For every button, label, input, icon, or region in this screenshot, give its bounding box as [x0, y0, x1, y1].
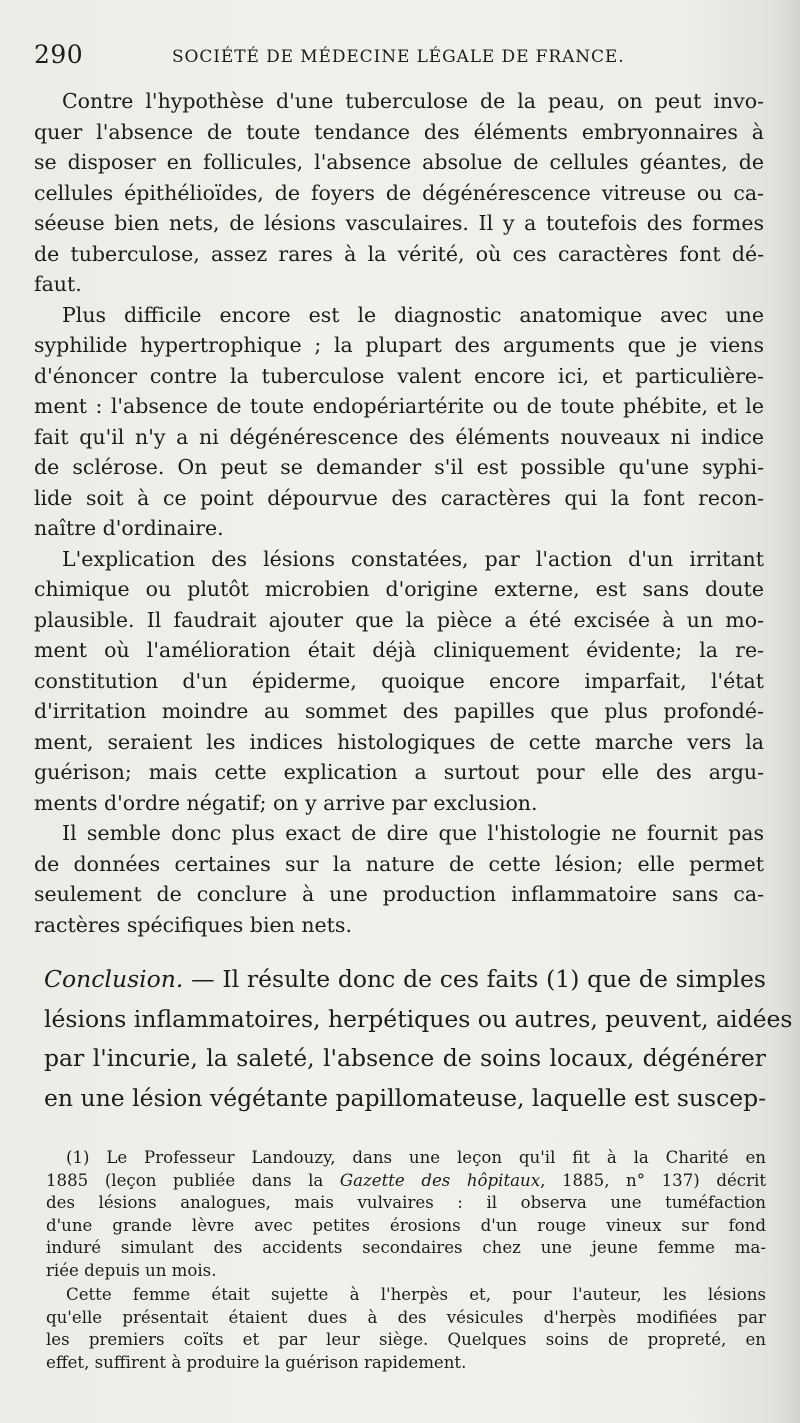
text-line: naître d'ordinaire.	[34, 516, 224, 540]
footnote-paragraph-2	[46, 1284, 766, 1374]
paragraph-explication	[34, 544, 764, 819]
text-line: ractères spécifiques bien nets.	[34, 912, 352, 937]
paragraph-histologie	[34, 818, 764, 940]
footnote-line: des lésions analogues, mais vulvaires : il observa une tuméfaction	[46, 1193, 766, 1212]
text-line: constitution d'un épiderme, quoique encore imparfait, l'état	[34, 668, 764, 693]
body-text	[34, 86, 764, 940]
paragraph-tuberculose	[34, 86, 764, 300]
footnote-text: , 1885, n° 137) décrit	[540, 1170, 767, 1190]
conclusion-paragraph	[44, 960, 793, 1118]
text-line: de données certaines sur la nature de cette lésion; elle permet	[34, 851, 764, 876]
text-line: par l'incurie, la saleté, l'absence de soins locaux, dégénérer	[44, 1044, 766, 1072]
text-line: guérison; mais cette explication a surtout pour elle des argu-	[34, 760, 764, 784]
footnote-paragraph-1	[46, 1147, 766, 1282]
text-line: plausible. Il faudrait ajouter que la pièce a été excisée à un mo-	[34, 607, 764, 632]
text-line: cellules épithélioïdes, de foyers de dégénérescence vitreuse ou ca-	[34, 180, 764, 205]
conclusion-text: — Il résulte donc de ces faits (1) que de simples	[183, 965, 766, 993]
text-line: d'énoncer contre la tuberculose valent encore ici, et particulière-	[34, 363, 764, 388]
text-line: chimique ou plutôt microbien d'origine externe, est sans doute	[34, 577, 764, 601]
page-header	[34, 40, 774, 80]
text-line: seulement de conclure à une production inflammatoire sans ca-	[34, 882, 764, 906]
text-line: fait qu'il n'y a ni dégénérescence des éléments nouveaux ni indice	[34, 424, 764, 449]
text-line: en une lésion végétante papillomateuse, laquelle est suscep-	[44, 1083, 767, 1112]
journal-title: Gazette des hôpitaux	[339, 1170, 541, 1190]
text-line: se disposer en follicules, l'absence absolue de cellules géantes, de	[34, 150, 764, 174]
text-line: Il semble donc plus exact de dire que l'histologie ne fournit pas	[62, 821, 764, 845]
text-line: quer l'absence de toute tendance des éléments embryonnaires à	[34, 119, 764, 144]
text-line: L'explication des lésions constatées, par l'action d'un irritant	[62, 546, 764, 571]
paragraph-syphilide	[34, 300, 764, 544]
footnote-line: induré simulant des accidents secondaires chez une jeune femme ma-	[46, 1238, 766, 1257]
footnote	[46, 1147, 766, 1374]
footnote-line	[46, 1170, 766, 1193]
text-line: ment, seraient les indices histologiques de cette marche vers la	[34, 729, 764, 754]
text-line: Contre l'hypothèse d'une tuberculose de la peau, on peut invo-	[62, 89, 764, 113]
page-number: 290	[34, 40, 84, 69]
text-line: lide soit à ce point dépourvue des caractères qui la font recon-	[34, 485, 764, 510]
text-line: syphilide hypertrophique ; la plupart des arguments que je viens	[34, 333, 764, 357]
text-line: séeuse bien nets, de lésions vasculaires. Il y a toutefois des formes	[34, 211, 764, 235]
conclusion-label: Conclusion.	[44, 965, 184, 993]
footnote-line: (1) Le Professeur Landouzy, dans une leçon qu'il fit à la Charité en	[66, 1148, 766, 1167]
text-line: de tuberculose, assez rares à la vérité, où ces caractères font dé-	[34, 241, 764, 266]
footnote-line: riée depuis un mois.	[46, 1260, 217, 1280]
running-title: SOCIÉTÉ DE MÉDECINE LÉGALE DE FRANCE.	[172, 47, 625, 67]
text-line: faut.	[34, 272, 82, 296]
conclusion-first-line	[44, 960, 766, 1000]
footnote-line: Cette femme était sujette à l'herpès et, pour l'auteur, les lésions	[66, 1285, 766, 1304]
footnote-line: qu'elle présentait étaient dues à des vésicules d'herpès modifiées par	[46, 1307, 766, 1327]
text-line: ments d'ordre négatif; on y arrive par exclusion.	[34, 790, 538, 815]
footnote-line: les premiers coïts et par leur siège. Quelques soins de propreté, en	[46, 1330, 766, 1349]
text-line: ment où l'amélioration était déjà cliniquement évidente; la re-	[34, 638, 764, 662]
text-line: lésions inflammatoires, herpétiques ou autres, peuvent, aidées	[44, 1004, 793, 1033]
text-line: de sclérose. On peut se demander s'il est possible qu'une syphi-	[34, 455, 764, 479]
footnote-line: effet, suffirent à produire la guérison rapidement.	[46, 1352, 467, 1372]
footnote-text: 1885 (leçon publiée dans la	[46, 1170, 340, 1190]
footnote-line: d'une grande lèvre avec petites érosions d'un rouge vineux sur fond	[46, 1215, 766, 1235]
text-line: ment : l'absence de toute endopériartérite ou de toute phébite, et le	[34, 394, 764, 418]
text-line: d'irritation moindre au sommet des papilles que plus profondé-	[34, 699, 764, 723]
text-line: Plus difficile encore est le diagnostic anatomique avec une	[62, 302, 764, 327]
